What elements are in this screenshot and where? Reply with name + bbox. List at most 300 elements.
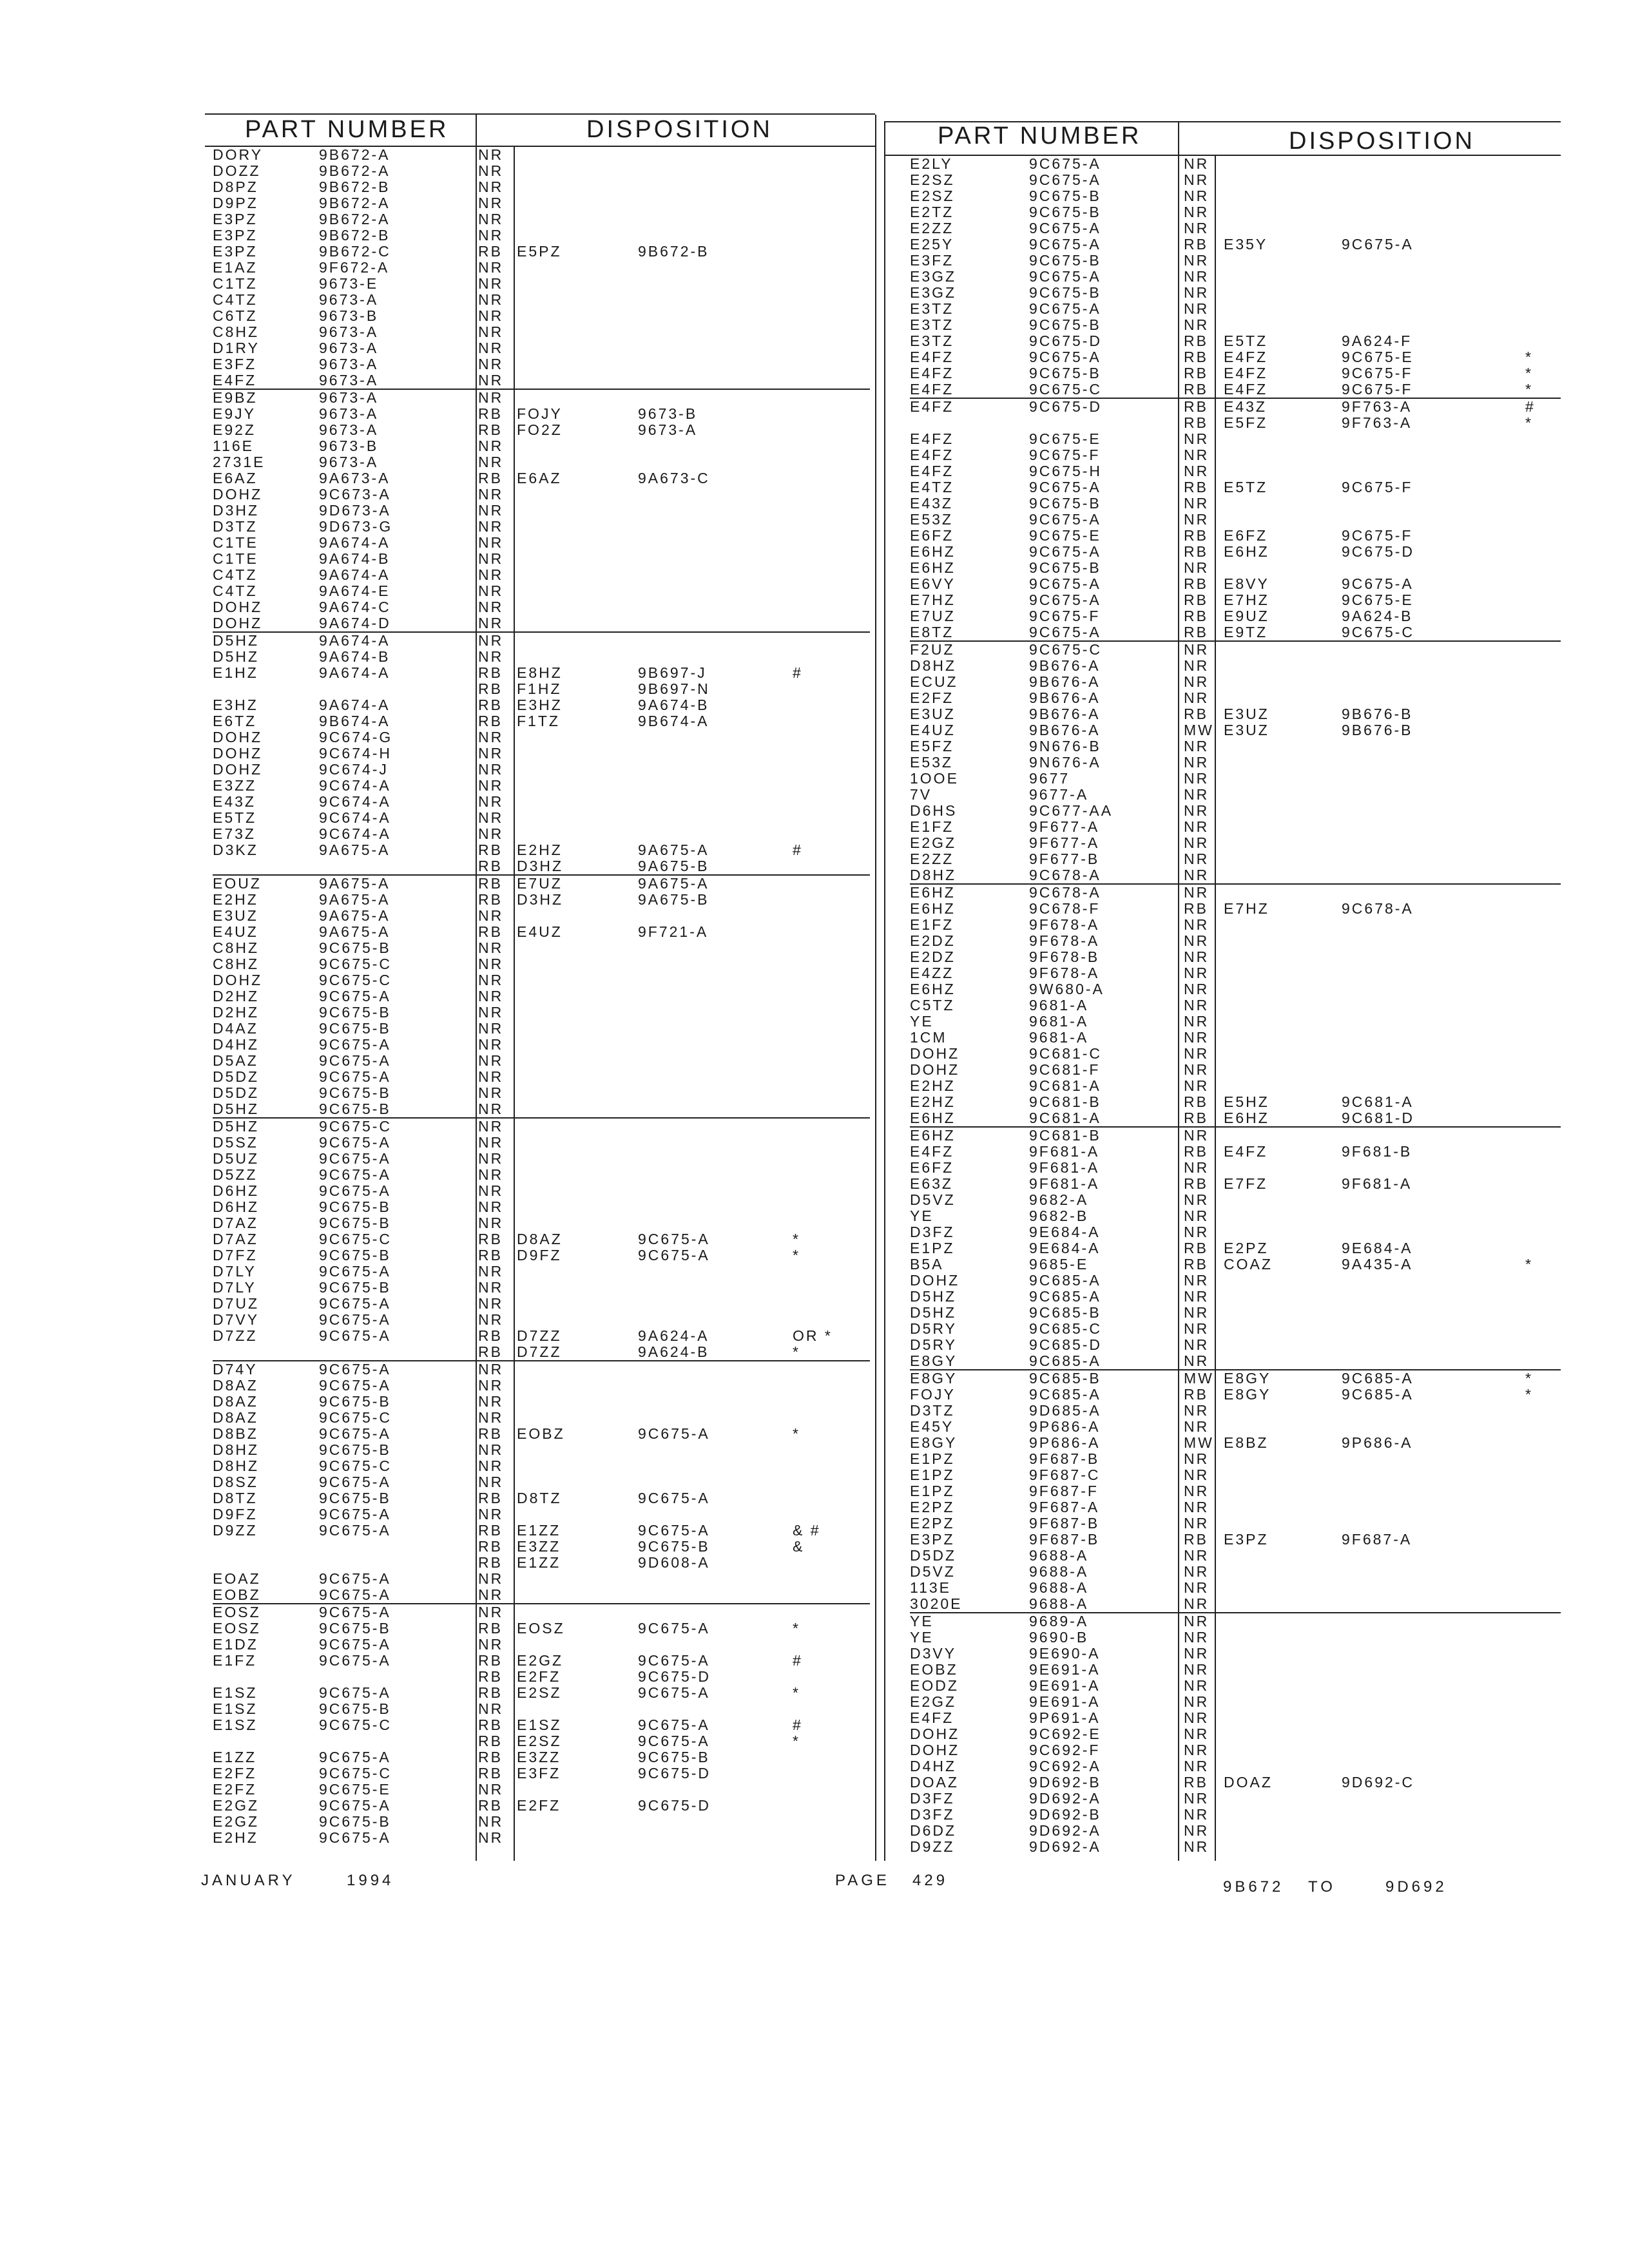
disposition-code-cell: RB — [1184, 1240, 1208, 1256]
disposition-code-cell: NR — [1184, 770, 1210, 787]
replacement-model-cell: D3HZ — [517, 858, 564, 874]
disposition-code-cell: RB — [478, 1716, 503, 1733]
replacement-model-cell: E43Z — [1224, 398, 1267, 415]
disposition-code-cell: NR — [478, 518, 504, 535]
note-cell: & # — [793, 1522, 821, 1539]
replacement-part-cell: 9C675-A — [1342, 575, 1414, 592]
note-cell: OR * — [793, 1327, 833, 1344]
part-number-cell: 9B672-A — [319, 211, 390, 227]
part-number-cell: 9C681-A — [1029, 1110, 1101, 1126]
model-cell: ECUZ — [910, 673, 958, 690]
replacement-part-cell: 9F681-B — [1342, 1143, 1412, 1160]
model-cell: C4TZ — [213, 291, 258, 308]
table-row — [213, 454, 870, 470]
replacement-model-cell: E3ZZ — [517, 1749, 561, 1765]
part-number-cell: 9B672-A — [319, 195, 390, 211]
right-parts-list — [910, 156, 1561, 1855]
part-number-cell: 9C675-A — [319, 1150, 391, 1167]
replacement-part-cell: 9C685-A — [1342, 1386, 1414, 1403]
table-row — [910, 658, 1561, 674]
disposition-code-cell: MW — [1184, 1370, 1214, 1387]
disposition-code-cell: NR — [1184, 689, 1210, 706]
model-cell: E5TZ — [213, 809, 257, 826]
model-cell: E4FZ — [910, 1143, 954, 1160]
disposition-code-cell: NR — [478, 291, 504, 308]
replacement-part-cell: 9C675-E — [1342, 349, 1414, 365]
table-row — [910, 1694, 1561, 1710]
replacement-part-cell: 9C675-D — [1342, 543, 1415, 560]
table-row — [213, 340, 870, 356]
table-row — [213, 567, 870, 583]
model-cell: YE — [910, 1207, 934, 1224]
table-row — [213, 422, 870, 438]
disposition-code-cell: NR — [1184, 1709, 1210, 1726]
disposition-code-cell: NR — [1184, 1693, 1210, 1710]
part-number-cell: 9A674-C — [319, 599, 391, 615]
table-row — [910, 1240, 1561, 1256]
table-row — [910, 512, 1561, 528]
table-row — [910, 624, 1561, 640]
part-number-cell: 9C675-A — [319, 1474, 391, 1490]
disposition-code-cell: RB — [1184, 236, 1208, 253]
model-cell: E2PZ — [910, 1499, 955, 1515]
model-cell: E1SZ — [213, 1684, 258, 1701]
model-cell: DOZZ — [213, 162, 261, 179]
disposition-code-cell: RB — [478, 841, 503, 858]
model-cell: D9ZZ — [213, 1522, 258, 1539]
model-cell: E4FZ — [910, 430, 954, 447]
model-cell: D5RY — [910, 1336, 957, 1353]
disposition-code-cell: RB — [478, 891, 503, 908]
table-row — [213, 778, 870, 794]
part-number-cell: 9B672-A — [319, 146, 390, 163]
disposition-code-cell: NR — [1184, 1822, 1210, 1839]
part-number-cell: 9F687-A — [1029, 1499, 1100, 1515]
part-number-cell: 9F681-A — [1029, 1143, 1100, 1160]
part-number-cell: 9C675-A — [1029, 236, 1101, 253]
part-number-cell: 9C685-D — [1029, 1336, 1103, 1353]
table-row — [910, 544, 1561, 560]
disposition-code-cell: NR — [478, 1781, 504, 1798]
replacement-model-cell: E9UZ — [1224, 608, 1269, 624]
table-row — [910, 835, 1561, 851]
disposition-code-cell: NR — [1184, 1466, 1210, 1483]
table-row — [910, 1646, 1561, 1662]
part-number-cell: 9D692-A — [1029, 1838, 1101, 1855]
disposition-code-cell: NR — [1184, 511, 1210, 528]
replacement-part-cell: 9D692-C — [1342, 1774, 1415, 1791]
table-row — [213, 1669, 870, 1685]
part-number-cell: 9C685-C — [1029, 1320, 1103, 1337]
right-part-number-header: PART NUMBER — [938, 122, 1142, 149]
part-number-cell: 9673-A — [319, 291, 379, 308]
table-row — [213, 324, 870, 340]
model-cell: E8GY — [910, 1352, 958, 1369]
part-number-cell: 9C675-A — [319, 1327, 391, 1344]
model-cell: E4FZ — [910, 447, 954, 463]
table-row — [213, 1410, 870, 1426]
replacement-model-cell: D7ZZ — [517, 1327, 562, 1344]
replacement-model-cell: E3PZ — [1224, 1531, 1269, 1548]
model-cell: D74Y — [213, 1361, 258, 1378]
disposition-code-cell: RB — [478, 1652, 503, 1669]
disposition-code-cell: NR — [478, 777, 504, 794]
table-row — [910, 933, 1561, 949]
table-row — [213, 972, 870, 988]
disposition-code-cell: RB — [1184, 349, 1208, 365]
model-cell: DOHZ — [910, 1272, 960, 1289]
part-number-cell: 9C675-D — [1029, 332, 1103, 349]
model-cell: 113E — [910, 1579, 952, 1596]
part-number-cell: 9688-A — [1029, 1579, 1089, 1596]
disposition-code-cell: NR — [1184, 1838, 1210, 1855]
disposition-code-cell: NR — [1184, 1402, 1210, 1419]
replacement-model-cell: F1TZ — [517, 713, 560, 729]
replacement-model-cell: E4FZ — [1224, 381, 1268, 398]
table-row — [910, 787, 1561, 803]
model-cell: E6AZ — [213, 470, 258, 486]
table-row — [213, 599, 870, 615]
model-cell: D7ZZ — [213, 1327, 258, 1344]
table-row — [213, 1135, 870, 1151]
part-number-cell: 9F678-A — [1029, 932, 1100, 949]
table-row — [213, 631, 870, 649]
table-row — [213, 681, 870, 697]
replacement-model-cell: D8TZ — [517, 1490, 562, 1506]
table-row — [910, 1515, 1561, 1532]
part-number-cell: 9C681-B — [1029, 1093, 1101, 1110]
table-row — [213, 1637, 870, 1653]
part-number-cell: 9C675-A — [319, 1586, 391, 1603]
replacement-model-cell: FOJY — [517, 405, 563, 422]
disposition-code-cell: NR — [1184, 1661, 1210, 1678]
table-row — [213, 924, 870, 940]
replacement-part-cell: 9C681-A — [1342, 1093, 1414, 1110]
replacement-part-cell: 9F687-A — [1342, 1531, 1412, 1548]
table-row — [910, 172, 1561, 188]
model-cell: E6HZ — [910, 543, 956, 560]
model-cell: D5VZ — [910, 1563, 956, 1580]
table-row — [213, 260, 870, 276]
disposition-code-cell: NR — [1184, 1304, 1210, 1321]
table-row — [213, 1021, 870, 1037]
part-number-cell: 9C685-B — [1029, 1304, 1101, 1321]
table-row — [910, 1014, 1561, 1030]
table-row — [910, 1369, 1561, 1387]
note-cell: * — [793, 1684, 800, 1701]
disposition-code-cell: NR — [1184, 948, 1210, 965]
disposition-code-cell: NR — [1184, 1045, 1210, 1062]
note-cell: * — [793, 1733, 800, 1749]
disposition-code-cell: NR — [478, 729, 504, 745]
disposition-code-cell: RB — [478, 1247, 503, 1264]
part-number-cell: 9C678-A — [1029, 867, 1101, 883]
disposition-code-cell: NR — [1184, 430, 1210, 447]
replacement-model-cell: E4UZ — [517, 923, 563, 940]
disposition-code-cell: RB — [478, 1620, 503, 1637]
model-cell: D3TZ — [213, 518, 258, 535]
replacement-part-cell: 9B672-B — [638, 243, 709, 260]
part-number-cell: 9C675-A — [1029, 155, 1101, 172]
disposition-code-cell: NR — [1184, 220, 1210, 236]
model-cell: E4FZ — [910, 381, 954, 398]
part-number-cell: 9C675-A — [319, 1166, 391, 1183]
disposition-code-cell: NR — [478, 454, 504, 470]
part-number-cell: 9A673-A — [319, 470, 390, 486]
table-row — [213, 1280, 870, 1296]
part-number-cell: 9C685-A — [1029, 1288, 1101, 1305]
table-row — [213, 1749, 870, 1765]
table-row — [213, 1701, 870, 1717]
replacement-model-cell: E7FZ — [1224, 1175, 1268, 1192]
table-row — [910, 738, 1561, 754]
model-cell: D8AZ — [213, 1393, 258, 1410]
replacement-part-cell: 9B697-N — [638, 680, 710, 697]
replacement-part-cell: 9B674-A — [638, 713, 709, 729]
disposition-code-cell: NR — [478, 1604, 504, 1620]
model-cell: E3PZ — [213, 243, 258, 260]
part-number-cell: 9D692-B — [1029, 1806, 1101, 1823]
part-number-cell: 9C675-B — [319, 1198, 391, 1215]
disposition-code-cell: RB — [1184, 398, 1208, 415]
disposition-code-cell: NR — [1184, 1418, 1210, 1435]
table-row — [910, 317, 1561, 333]
table-row — [213, 244, 870, 260]
disposition-code-cell: NR — [478, 939, 504, 956]
disposition-code-cell: NR — [1184, 1629, 1210, 1646]
model-cell: DOHZ — [910, 1045, 960, 1062]
table-row — [910, 220, 1561, 236]
table-row — [910, 269, 1561, 285]
table-row — [213, 519, 870, 535]
table-row — [213, 292, 870, 308]
disposition-code-cell: NR — [1184, 786, 1210, 803]
replacement-part-cell: 9C675-A — [638, 1733, 710, 1749]
disposition-code-cell: NR — [478, 907, 504, 924]
table-row — [910, 965, 1561, 981]
table-row — [910, 674, 1561, 690]
note-cell: # — [793, 1652, 803, 1669]
disposition-code-cell: NR — [1184, 965, 1210, 981]
disposition-code-cell: NR — [478, 356, 504, 372]
replacement-part-cell: 9A675-B — [638, 858, 709, 874]
disposition-code-cell: NR — [1184, 1320, 1210, 1337]
model-cell: E2LY — [910, 155, 953, 172]
replacement-model-cell: E8HZ — [517, 664, 563, 681]
model-cell: E6HZ — [910, 1110, 956, 1126]
part-number-cell: 9E690-A — [1029, 1645, 1101, 1662]
disposition-code-cell: NR — [478, 1570, 504, 1587]
part-number-cell: 9C675-C — [319, 972, 392, 988]
disposition-code-cell: NR — [478, 372, 504, 389]
replacement-part-cell: 9C675-A — [1342, 236, 1414, 253]
part-number-cell: 9685-E — [1029, 1256, 1089, 1273]
table-row — [910, 1548, 1561, 1564]
disposition-code-cell: RB — [478, 697, 503, 713]
table-row — [213, 227, 870, 244]
replacement-part-cell: 9C675-A — [638, 1231, 710, 1247]
table-row — [910, 1062, 1561, 1078]
part-number-cell: 9D692-A — [1029, 1822, 1101, 1839]
table-row — [910, 365, 1561, 381]
table-row — [910, 883, 1561, 901]
table-row — [910, 576, 1561, 592]
part-number-cell: 9C675-B — [319, 1247, 391, 1264]
model-cell: E2SZ — [910, 171, 955, 188]
part-number-cell: 9C675-B — [1029, 187, 1101, 204]
table-row — [213, 356, 870, 372]
replacement-part-cell: 9C675-C — [1342, 624, 1415, 640]
table-row — [910, 1742, 1561, 1758]
note-cell: # — [793, 841, 803, 858]
replacement-model-cell: E2FZ — [517, 1668, 561, 1685]
table-row — [910, 253, 1561, 269]
disposition-code-cell: NR — [1184, 1224, 1210, 1240]
part-number-cell: 9C675-A — [319, 1749, 391, 1765]
table-row — [910, 1078, 1561, 1094]
replacement-model-cell: F1HZ — [517, 680, 562, 697]
replacement-part-cell: 9A675-A — [638, 875, 709, 892]
disposition-code-cell: NR — [478, 566, 504, 583]
model-cell: D8HZ — [910, 657, 957, 674]
disposition-code-cell: MW — [1184, 722, 1214, 738]
replacement-model-cell: E3FZ — [517, 1765, 561, 1782]
part-number-cell: 9C675-A — [319, 988, 391, 1004]
model-cell: D8HZ — [213, 1457, 260, 1474]
table-row — [213, 1490, 870, 1506]
disposition-code-cell: NR — [478, 1295, 504, 1312]
disposition-code-cell: NR — [1184, 754, 1210, 771]
part-number-cell: 9C675-D — [1029, 398, 1103, 415]
table-row — [910, 1678, 1561, 1694]
table-row — [910, 1337, 1561, 1353]
model-cell: D2HZ — [213, 1004, 260, 1021]
replacement-model-cell: E2SZ — [517, 1733, 562, 1749]
model-cell: E43Z — [213, 793, 256, 810]
table-row — [213, 1199, 870, 1215]
table-row — [213, 1685, 870, 1701]
model-cell: D4AZ — [213, 1020, 258, 1037]
part-number-cell: 9C675-B — [319, 1813, 391, 1830]
disposition-code-cell: NR — [478, 648, 504, 665]
model-cell: 7V — [910, 786, 932, 803]
part-number-cell: 9C675-A — [1029, 171, 1101, 188]
part-number-cell: 9B676-A — [1029, 722, 1101, 738]
model-cell: D2HZ — [213, 988, 260, 1004]
disposition-code-cell: NR — [478, 582, 504, 599]
part-number-cell: 9C675-A — [1029, 624, 1101, 640]
model-cell: E7UZ — [910, 608, 956, 624]
part-number-cell: 9P691-A — [1029, 1709, 1101, 1726]
part-number-cell: 9P686-A — [1029, 1418, 1101, 1435]
disposition-code-cell: NR — [1184, 738, 1210, 754]
table-row — [213, 1037, 870, 1053]
table-row — [910, 1791, 1561, 1807]
part-number-cell: 9C675-A — [1029, 349, 1101, 365]
disposition-code-cell: NR — [478, 1100, 504, 1117]
part-number-cell: 9B672-A — [319, 162, 390, 179]
disposition-code-cell: NR — [1184, 171, 1210, 188]
disposition-code-cell: NR — [478, 1636, 504, 1653]
disposition-code-cell: RB — [478, 1538, 503, 1555]
disposition-code-cell: RB — [478, 680, 503, 697]
replacement-model-cell: E3UZ — [1224, 706, 1269, 722]
table-row — [910, 1046, 1561, 1062]
footer-month: JANUARY — [201, 1872, 296, 1889]
table-row — [213, 1151, 870, 1167]
table-row — [213, 956, 870, 972]
table-row — [910, 1758, 1561, 1774]
replacement-part-cell: 9D608-A — [638, 1554, 710, 1571]
table-row — [910, 690, 1561, 706]
part-number-cell: 9C675-C — [319, 1716, 392, 1733]
part-number-cell: 9C675-E — [1029, 430, 1101, 447]
table-row — [213, 762, 870, 778]
part-number-cell: 9C675-C — [319, 1118, 392, 1135]
table-row — [910, 447, 1561, 463]
part-number-cell: 9C674-A — [319, 825, 391, 842]
part-number-cell: 9C674-J — [319, 761, 389, 778]
part-number-cell: 9C675-C — [1029, 381, 1103, 398]
disposition-code-cell: RB — [478, 1765, 503, 1782]
part-number-cell: 9673-A — [319, 372, 379, 389]
part-number-cell: 9F672-A — [319, 259, 390, 276]
model-cell: D3FZ — [910, 1224, 955, 1240]
disposition-code-cell: NR — [1184, 1061, 1210, 1078]
table-row — [213, 1394, 870, 1410]
model-cell: E3UZ — [910, 706, 956, 722]
replacement-part-cell: 9C675-F — [1342, 381, 1413, 398]
footer-page-number: 429 — [912, 1872, 949, 1889]
replacement-model-cell: E1SZ — [517, 1716, 562, 1733]
model-cell: C8HZ — [213, 956, 260, 972]
replacement-model-cell: E5TZ — [1224, 479, 1268, 495]
disposition-code-cell: NR — [1184, 268, 1210, 285]
part-number-cell: 9C675-B — [1029, 559, 1101, 576]
right-disposition-header: DISPOSITION — [1289, 128, 1475, 155]
replacement-model-cell: E3UZ — [1224, 722, 1269, 738]
model-cell: E6HZ — [910, 559, 956, 576]
disposition-code-cell: RB — [1184, 1175, 1208, 1192]
part-number-cell: 9C675-A — [1029, 220, 1101, 236]
disposition-code-cell: NR — [1184, 850, 1210, 867]
part-number-cell: 9C681-C — [1029, 1045, 1103, 1062]
table-row — [213, 1798, 870, 1814]
part-number-cell: 9A675-A — [319, 875, 390, 892]
replacement-part-cell: 9C675-D — [638, 1797, 711, 1814]
replacement-model-cell: E7HZ — [1224, 591, 1269, 608]
table-row — [213, 1555, 870, 1571]
disposition-code-cell: NR — [1184, 1207, 1210, 1224]
disposition-code-cell: NR — [478, 1020, 504, 1037]
model-cell: DOHZ — [213, 745, 263, 762]
model-cell: E3PZ — [910, 1531, 955, 1548]
table-row — [910, 1256, 1561, 1273]
disposition-code-cell: RB — [1184, 1531, 1208, 1548]
left-disposition-header: DISPOSITION — [586, 116, 773, 143]
model-cell: E1PZ — [910, 1483, 955, 1499]
model-cell: D8BZ — [213, 1425, 258, 1442]
model-cell: DOHZ — [213, 599, 263, 615]
table-row — [910, 1612, 1561, 1629]
part-number-cell: 9F687-B — [1029, 1515, 1100, 1532]
disposition-code-cell: NR — [1184, 641, 1210, 658]
table-row — [910, 1726, 1561, 1742]
model-cell: E1SZ — [213, 1716, 258, 1733]
replacement-part-cell: 9B697-J — [638, 664, 707, 681]
disposition-code-cell: RB — [1184, 900, 1208, 917]
table-row — [910, 1224, 1561, 1240]
